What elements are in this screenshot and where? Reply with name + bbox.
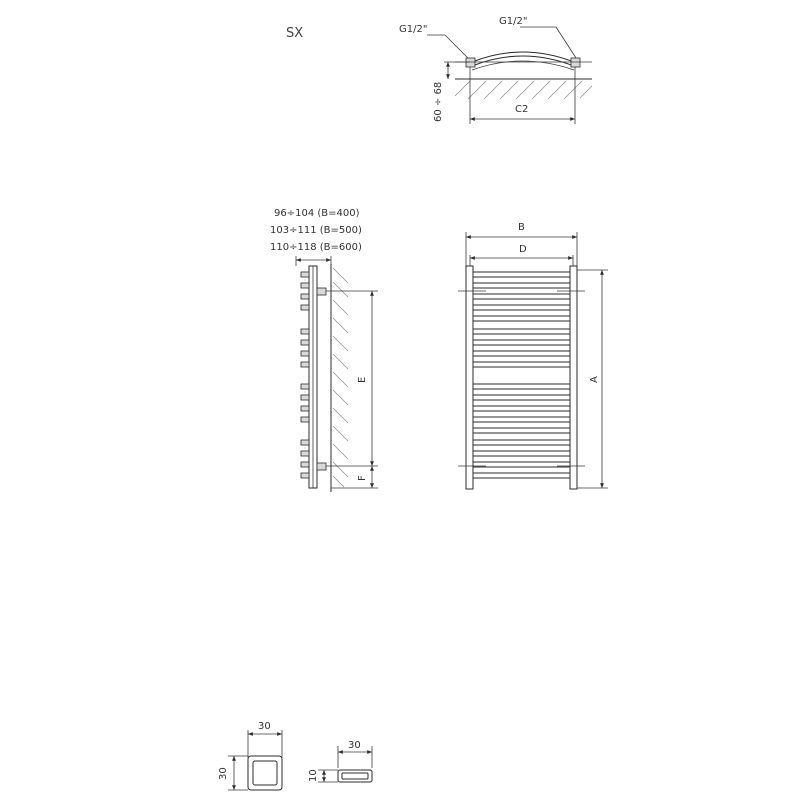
b-label: B bbox=[518, 222, 525, 233]
flat-profile-section bbox=[308, 740, 372, 782]
model-label: SX bbox=[286, 26, 304, 41]
depth-line-3: 110÷118 (B=600) bbox=[270, 242, 362, 253]
side-bars bbox=[301, 272, 309, 478]
side-wall-hatch bbox=[333, 268, 348, 487]
connection-left-label: G1/2" bbox=[399, 24, 428, 35]
d-label: D bbox=[519, 244, 527, 255]
top-wall-hatch bbox=[455, 79, 592, 99]
flat-height-label: 10 bbox=[308, 769, 319, 782]
upper-bracket bbox=[317, 288, 326, 295]
square-profile-inner bbox=[253, 761, 277, 785]
front-view bbox=[458, 222, 608, 489]
a-label: A bbox=[589, 376, 600, 383]
flat-profile-outer bbox=[338, 770, 372, 782]
lower-bracket bbox=[317, 463, 326, 470]
front-bars bbox=[473, 272, 570, 478]
top-view bbox=[286, 16, 592, 124]
right-connector bbox=[571, 58, 580, 67]
c2-label: C2 bbox=[515, 104, 529, 115]
flat-profile-inner bbox=[342, 773, 368, 779]
depth-line-1: 96÷104 (B=400) bbox=[274, 208, 360, 219]
depth-line-2: 103÷111 (B=500) bbox=[270, 225, 362, 236]
wall-distance-label: 60 ÷ 68 bbox=[433, 81, 444, 122]
square-width-label: 30 bbox=[258, 721, 271, 732]
side-view bbox=[270, 208, 378, 492]
square-height-label: 30 bbox=[218, 767, 229, 780]
e-label: E bbox=[357, 376, 368, 383]
connection-right-label: G1/2" bbox=[499, 16, 528, 27]
right-rail bbox=[570, 266, 577, 489]
square-profile-section bbox=[218, 721, 282, 790]
left-connector bbox=[466, 58, 475, 67]
flat-width-label: 30 bbox=[348, 740, 361, 751]
left-rail bbox=[466, 266, 473, 489]
f-label: F bbox=[357, 475, 368, 481]
